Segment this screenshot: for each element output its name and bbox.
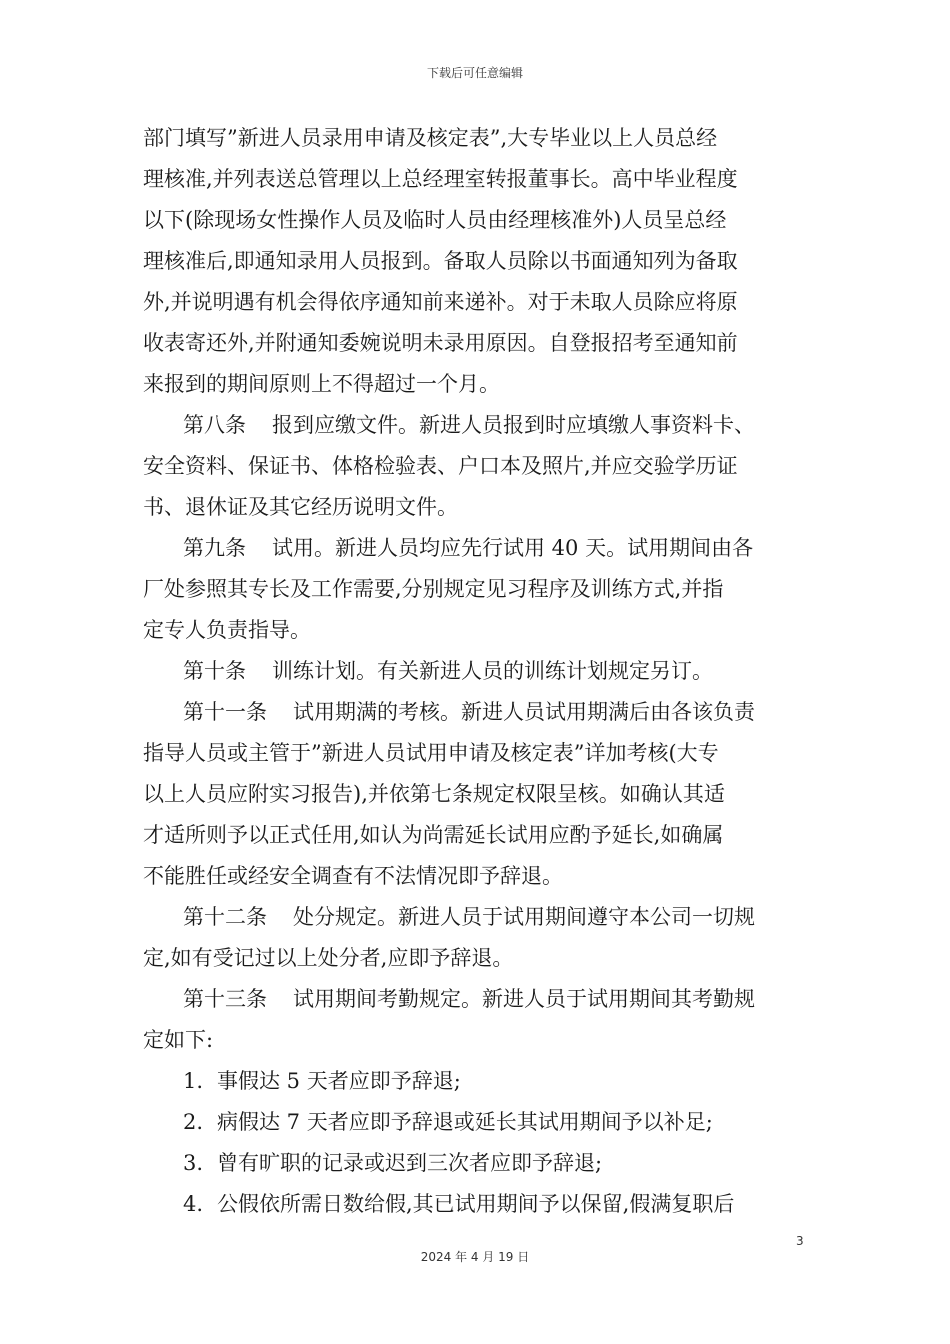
article-8-title: 第八条 <box>183 413 246 437</box>
list-item-text: 公假依所需日数给假,其已试用期间予以保留,假满复职后 <box>217 1192 735 1216</box>
body-line: 理核准后,即通知录用人员报到。备取人员除以书面通知列为备取 <box>143 249 738 273</box>
body-line: 书、退休证及其它经历说明文件。 <box>143 495 458 519</box>
page-footer-date: 2024 年 4 月 19 日 <box>420 1250 530 1264</box>
article-10-title: 第十条 <box>183 659 246 683</box>
list-item <box>143 1102 811 1143</box>
list-item-text: 事假达 5 天者应即予辞退; <box>217 1069 461 1093</box>
page-number: 3 <box>796 1234 804 1248</box>
body-line: 才适所则予以正式任用,如认为尚需延长试用应酌予延长,如确属 <box>143 823 724 847</box>
article-12-line <box>143 897 811 938</box>
body-line: 部门填写”新进人员录用申请及核定表”,大专毕业以上人员总经 <box>143 126 718 150</box>
article-9-text: 试用。新进人员均应先行试用 40 天。试用期间由各 <box>272 536 754 560</box>
article-12-title: 第十二条 <box>183 905 267 929</box>
list-item-number: 4. <box>183 1192 204 1216</box>
body-line: 厂处参照其专长及工作需要,分别规定见习程序及训练方式,并指 <box>143 577 724 601</box>
body-line: 定,如有受记过以上处分者,应即予辞退。 <box>143 946 514 970</box>
body-line: 定专人负责指导。 <box>143 618 311 642</box>
list-item <box>143 1061 811 1102</box>
body-line: 以上人员应附实习报告),并依第七条规定权限呈核。如确认其适 <box>143 782 725 806</box>
list-item-number: 2. <box>183 1110 204 1134</box>
article-9-line <box>143 528 811 569</box>
article-13-text: 试用期间考勤规定。新进人员于试用期间其考勤规 <box>293 987 755 1011</box>
body-line: 以下(除现场女性操作人员及临时人员由经理核准外)人员呈总经 <box>143 208 727 232</box>
article-11-title: 第十一条 <box>183 700 267 724</box>
body-line: 定如下: <box>143 1028 214 1052</box>
list-item-number: 3. <box>183 1151 204 1175</box>
page-header: 下载后可任意编辑 <box>426 66 523 80</box>
article-12-text: 处分规定。新进人员于试用期间遵守本公司一切规 <box>293 905 755 929</box>
list-item <box>143 1143 811 1184</box>
article-10-line <box>143 651 811 692</box>
article-8-text: 报到应缴文件。新进人员报到时应填缴人事资料卡、 <box>272 413 755 437</box>
article-8-line <box>143 405 811 446</box>
list-item-text: 病假达 7 天者应即予辞退或延长其试用期间予以补足; <box>217 1110 713 1134</box>
article-13-line <box>143 979 811 1020</box>
article-11-text: 试用期满的考核。新进人员试用期满后由各该负责 <box>293 700 755 724</box>
body-line: 理核准,并列表送总管理以上总经理室转报董事长。高中毕业程度 <box>143 167 738 191</box>
body-line: 来报到的期间原则上不得超过一个月。 <box>143 372 500 396</box>
body-line: 外,并说明遇有机会得依序通知前来递补。对于未取人员除应将原 <box>143 290 738 314</box>
article-10-text: 训练计划。有关新进人员的训练计划规定另订。 <box>272 659 713 683</box>
article-9-title: 第九条 <box>183 536 246 560</box>
list-item-number: 1. <box>183 1069 204 1093</box>
list-item <box>143 1184 811 1225</box>
body-line: 收表寄还外,并附通知委婉说明未录用原因。自登报招考至通知前 <box>143 331 738 355</box>
article-13-title: 第十三条 <box>183 987 267 1011</box>
document-body <box>143 118 811 1225</box>
list-item-text: 曾有旷职的记录或迟到三次者应即予辞退; <box>217 1151 603 1175</box>
body-line: 安全资料、保证书、体格检验表、户口本及照片,并应交验学历证 <box>143 454 738 478</box>
body-line: 指导人员或主管于”新进人员试用申请及核定表”详加考核(大专 <box>143 741 719 765</box>
article-11-line <box>143 692 811 733</box>
body-line: 不能胜任或经安全调查有不法情况即予辞退。 <box>143 864 563 888</box>
